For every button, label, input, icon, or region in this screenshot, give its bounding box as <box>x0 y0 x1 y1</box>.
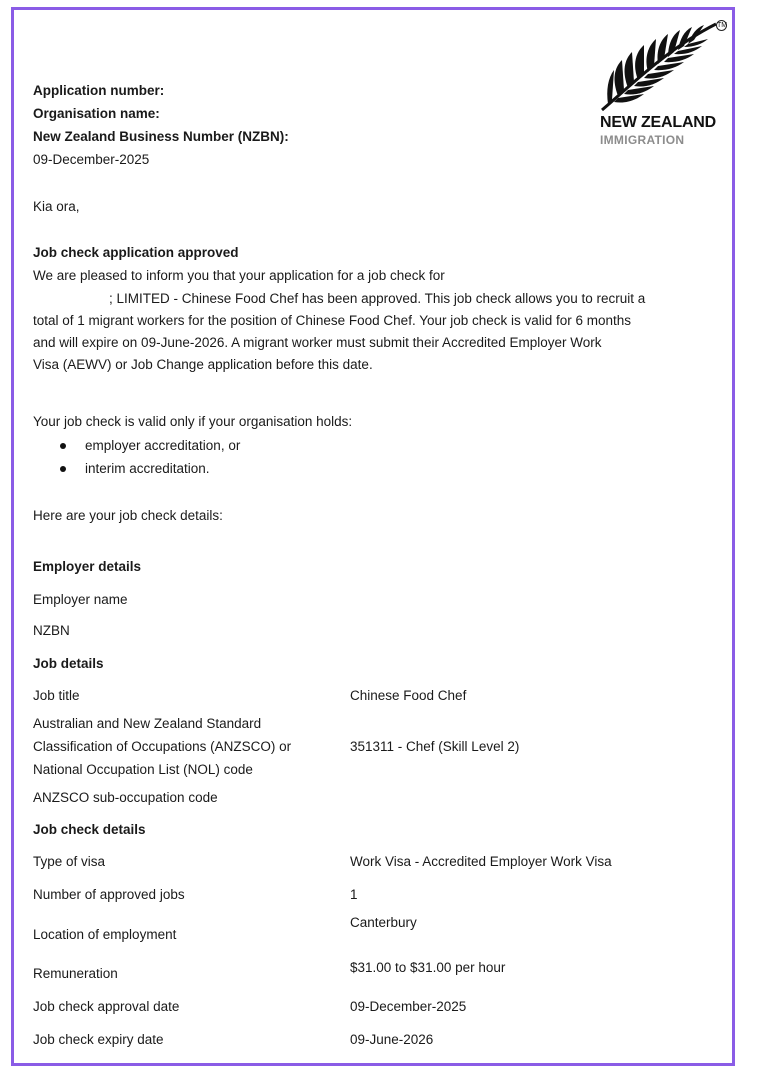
application-number-label: Application number: <box>33 83 165 98</box>
details-intro: Here are your job check details: <box>33 508 223 523</box>
validity-bullet-1: employer accreditation, or <box>85 438 241 453</box>
job-details-heading: Job details <box>33 656 104 671</box>
remuneration-label: Remuneration <box>33 966 118 981</box>
approval-text-line-5: Visa (AEWV) or Job Change application before this date. <box>33 357 373 372</box>
anzsco-label-line-3: National Occupation List (NOL) code <box>33 762 253 777</box>
job-title-label: Job title <box>33 688 80 703</box>
approved-jobs-label: Number of approved jobs <box>33 887 185 902</box>
expiry-date-label: Job check expiry date <box>33 1032 164 1047</box>
logo-text-immigration: IMMIGRATION <box>600 133 685 147</box>
sub-occupation-label: ANZSCO sub-occupation code <box>33 790 218 805</box>
anzsco-label-line-1: Australian and New Zealand Standard <box>33 716 262 731</box>
logo-text-new-zealand: NEW ZEALAND <box>600 114 717 131</box>
greeting: Kia ora, <box>33 199 80 214</box>
approval-text-line-1: We are pleased to inform you that your application for a job check for <box>33 268 445 283</box>
location-label: Location of employment <box>33 927 177 942</box>
remuneration-value: $31.00 to $31.00 per hour <box>350 960 506 975</box>
nz-immigration-logo <box>598 18 730 150</box>
bullet-dot-icon <box>60 466 66 472</box>
job-title-value: Chinese Food Chef <box>350 688 467 703</box>
approval-text-line-2: ; LIMITED - Chinese Food Chef has been approved. This job check allows you to recruit a <box>109 291 646 306</box>
employer-details-heading: Employer details <box>33 559 142 574</box>
approved-jobs-value: 1 <box>350 887 358 902</box>
anzsco-label-line-2: Classification of Occupations (ANZSCO) or <box>33 739 292 754</box>
approval-heading: Job check application approved <box>33 245 239 260</box>
expiry-date-value: 09-June-2026 <box>350 1032 434 1047</box>
validity-bullet-2: interim accreditation. <box>85 461 210 476</box>
organisation-name-label: Organisation name: <box>33 106 160 121</box>
bullet-dot-icon <box>60 443 66 449</box>
nzbn-row-label: NZBN <box>33 623 70 638</box>
location-value: Canterbury <box>350 915 417 930</box>
nzbn-label: New Zealand Business Number (NZBN): <box>33 129 289 144</box>
silver-fern-icon <box>598 18 730 114</box>
approval-date-label: Job check approval date <box>33 999 180 1014</box>
trademark-symbol: TM <box>717 22 728 29</box>
letter-date: 09-December-2025 <box>33 152 150 167</box>
approval-text-line-4: and will expire on 09-June-2026. A migrant worker must submit their Accredited Employer Work <box>33 335 602 350</box>
anzsco-value: 351311 - Chef (Skill Level 2) <box>350 739 520 754</box>
validity-intro: Your job check is valid only if your organisation holds: <box>33 414 353 429</box>
approval-text-line-3: total of 1 migrant workers for the position of Chinese Food Chef. Your job check is valid for 6 months <box>33 313 632 328</box>
employer-name-label: Employer name <box>33 592 128 607</box>
job-check-details-heading: Job check details <box>33 822 146 837</box>
type-of-visa-value: Work Visa - Accredited Employer Work Visa <box>350 854 612 869</box>
type-of-visa-label: Type of visa <box>33 854 106 869</box>
approval-date-value: 09-December-2025 <box>350 999 467 1014</box>
